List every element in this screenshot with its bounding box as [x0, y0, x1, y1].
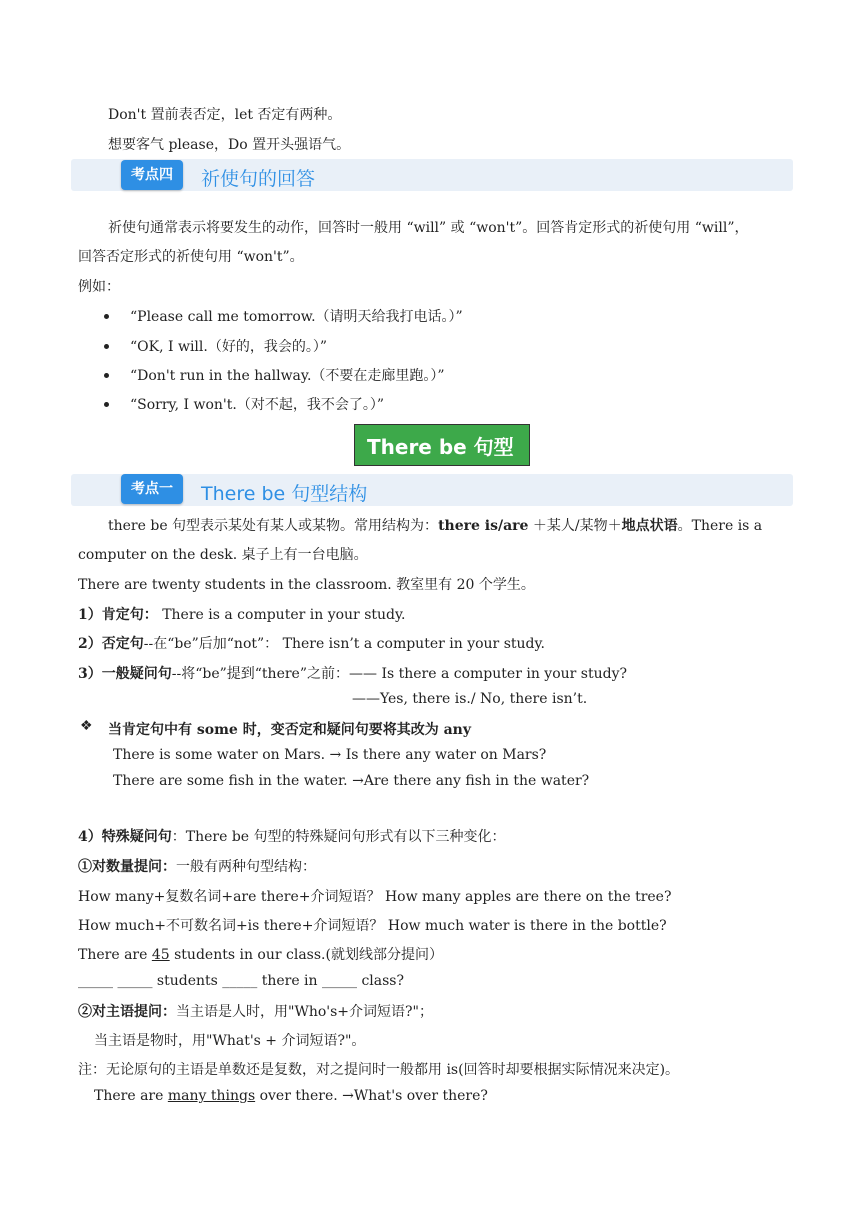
- intro-line-2: 想要客气 please，Do 置开头强语气。: [108, 137, 351, 153]
- section1-title: There be 句型结构: [201, 483, 368, 505]
- subject-question-heading: ②对主语提问：当主语是人时，用"Who's+介词短语?"；: [78, 1004, 433, 1020]
- section1-tag: 考点一: [121, 474, 183, 504]
- bullet-dot: [104, 402, 109, 407]
- subject-question-thing: 当主语是物时，用"What's + 介词短语?"。: [94, 1033, 366, 1049]
- exercise-sentence: There are 45 students in our class.(就划线部分提问）: [78, 947, 443, 963]
- bullet-item-2: “OK, I will.（好的，我会的。）”: [130, 339, 327, 355]
- bullet-item-4: “Sorry, I won't.（对不起，我不会了。）”: [130, 397, 385, 413]
- quantity-question-heading: ①对数量提问：一般有两种句型结构：: [78, 859, 316, 875]
- section4-para-line-1: 祈使句通常表示将要发生的动作，回答时一般用 “will” 或 “won't”。回答肯定形式的祈使句用 “will”，: [108, 220, 749, 236]
- some-any-note: 当肯定句中有 some 时，变否定和疑问句要将其改为 any: [108, 722, 471, 738]
- bullet-dot: [104, 314, 109, 319]
- bullet-item-1: “Please call me tomorrow.（请明天给我打电话。）”: [130, 309, 463, 325]
- bullet-dot: [104, 373, 109, 378]
- definition-line-1: there be 句型表示某处有某人或某物。常用结构为：there is/are ＋某人/某物＋地点状语。There is a: [108, 518, 763, 534]
- some-any-example-2: There are some fish in the water. →Are there any fish in the water?: [113, 773, 590, 789]
- there-be-main-title: There be 句型: [354, 424, 530, 466]
- intro-line-1: Don't 置前表否定，let 否定有两种。: [108, 107, 342, 123]
- definition-line-2: computer on the desk. 桌子上有一台电脑。: [78, 547, 368, 563]
- section4-para-line-2: 回答否定形式的祈使句用 “won't”。: [78, 249, 304, 265]
- question-rule: 3）一般疑问句--将“be”提到“there”之前：—— Is there a computer in your study?: [78, 666, 627, 682]
- section4-title: 祈使句的回答: [201, 168, 316, 190]
- special-question-rule: 4）特殊疑问句：There be 句型的特殊疑问句形式有以下三种变化：: [78, 829, 506, 845]
- note-line: 注：无论原句的主语是单数还是复数，对之提问时一般都用 is(回答时却要根据实际情况来决定)。: [78, 1062, 680, 1078]
- affirmative-rule: 1）肯定句： There is a computer in your study.: [78, 607, 406, 623]
- negative-rule: 2）否定句--在“be”后加“not”： There isn’t a computer in your study.: [78, 636, 545, 652]
- some-any-example-1: There is some water on Mars. → Is there any water on Mars?: [113, 747, 547, 763]
- how-many-structure: How many+复数名词+are there+介词短语？ How many apples are there on the tree?: [78, 889, 672, 905]
- bullet-item-3: “Don't run in the hallway.（不要在走廊里跑。）”: [130, 368, 445, 384]
- final-example: There are many things over there. →What's over there?: [94, 1088, 488, 1104]
- example-label: 例如：: [78, 279, 120, 295]
- section4-tag: 考点四: [121, 160, 183, 190]
- exercise-blanks: _____ _____ students _____ there in _____ class?: [78, 973, 404, 989]
- question-answer: ——Yes, there is./ No, there isn’t.: [352, 691, 588, 707]
- bullet-dot: [104, 344, 109, 349]
- how-much-structure: How much+不可数名词+is there+介词短语？ How much water is there in the bottle?: [78, 918, 667, 934]
- diamond-bullet-icon: ❖: [80, 718, 93, 734]
- example-there-are: There are twenty students in the classroom. 教室里有 20 个学生。: [78, 577, 535, 593]
